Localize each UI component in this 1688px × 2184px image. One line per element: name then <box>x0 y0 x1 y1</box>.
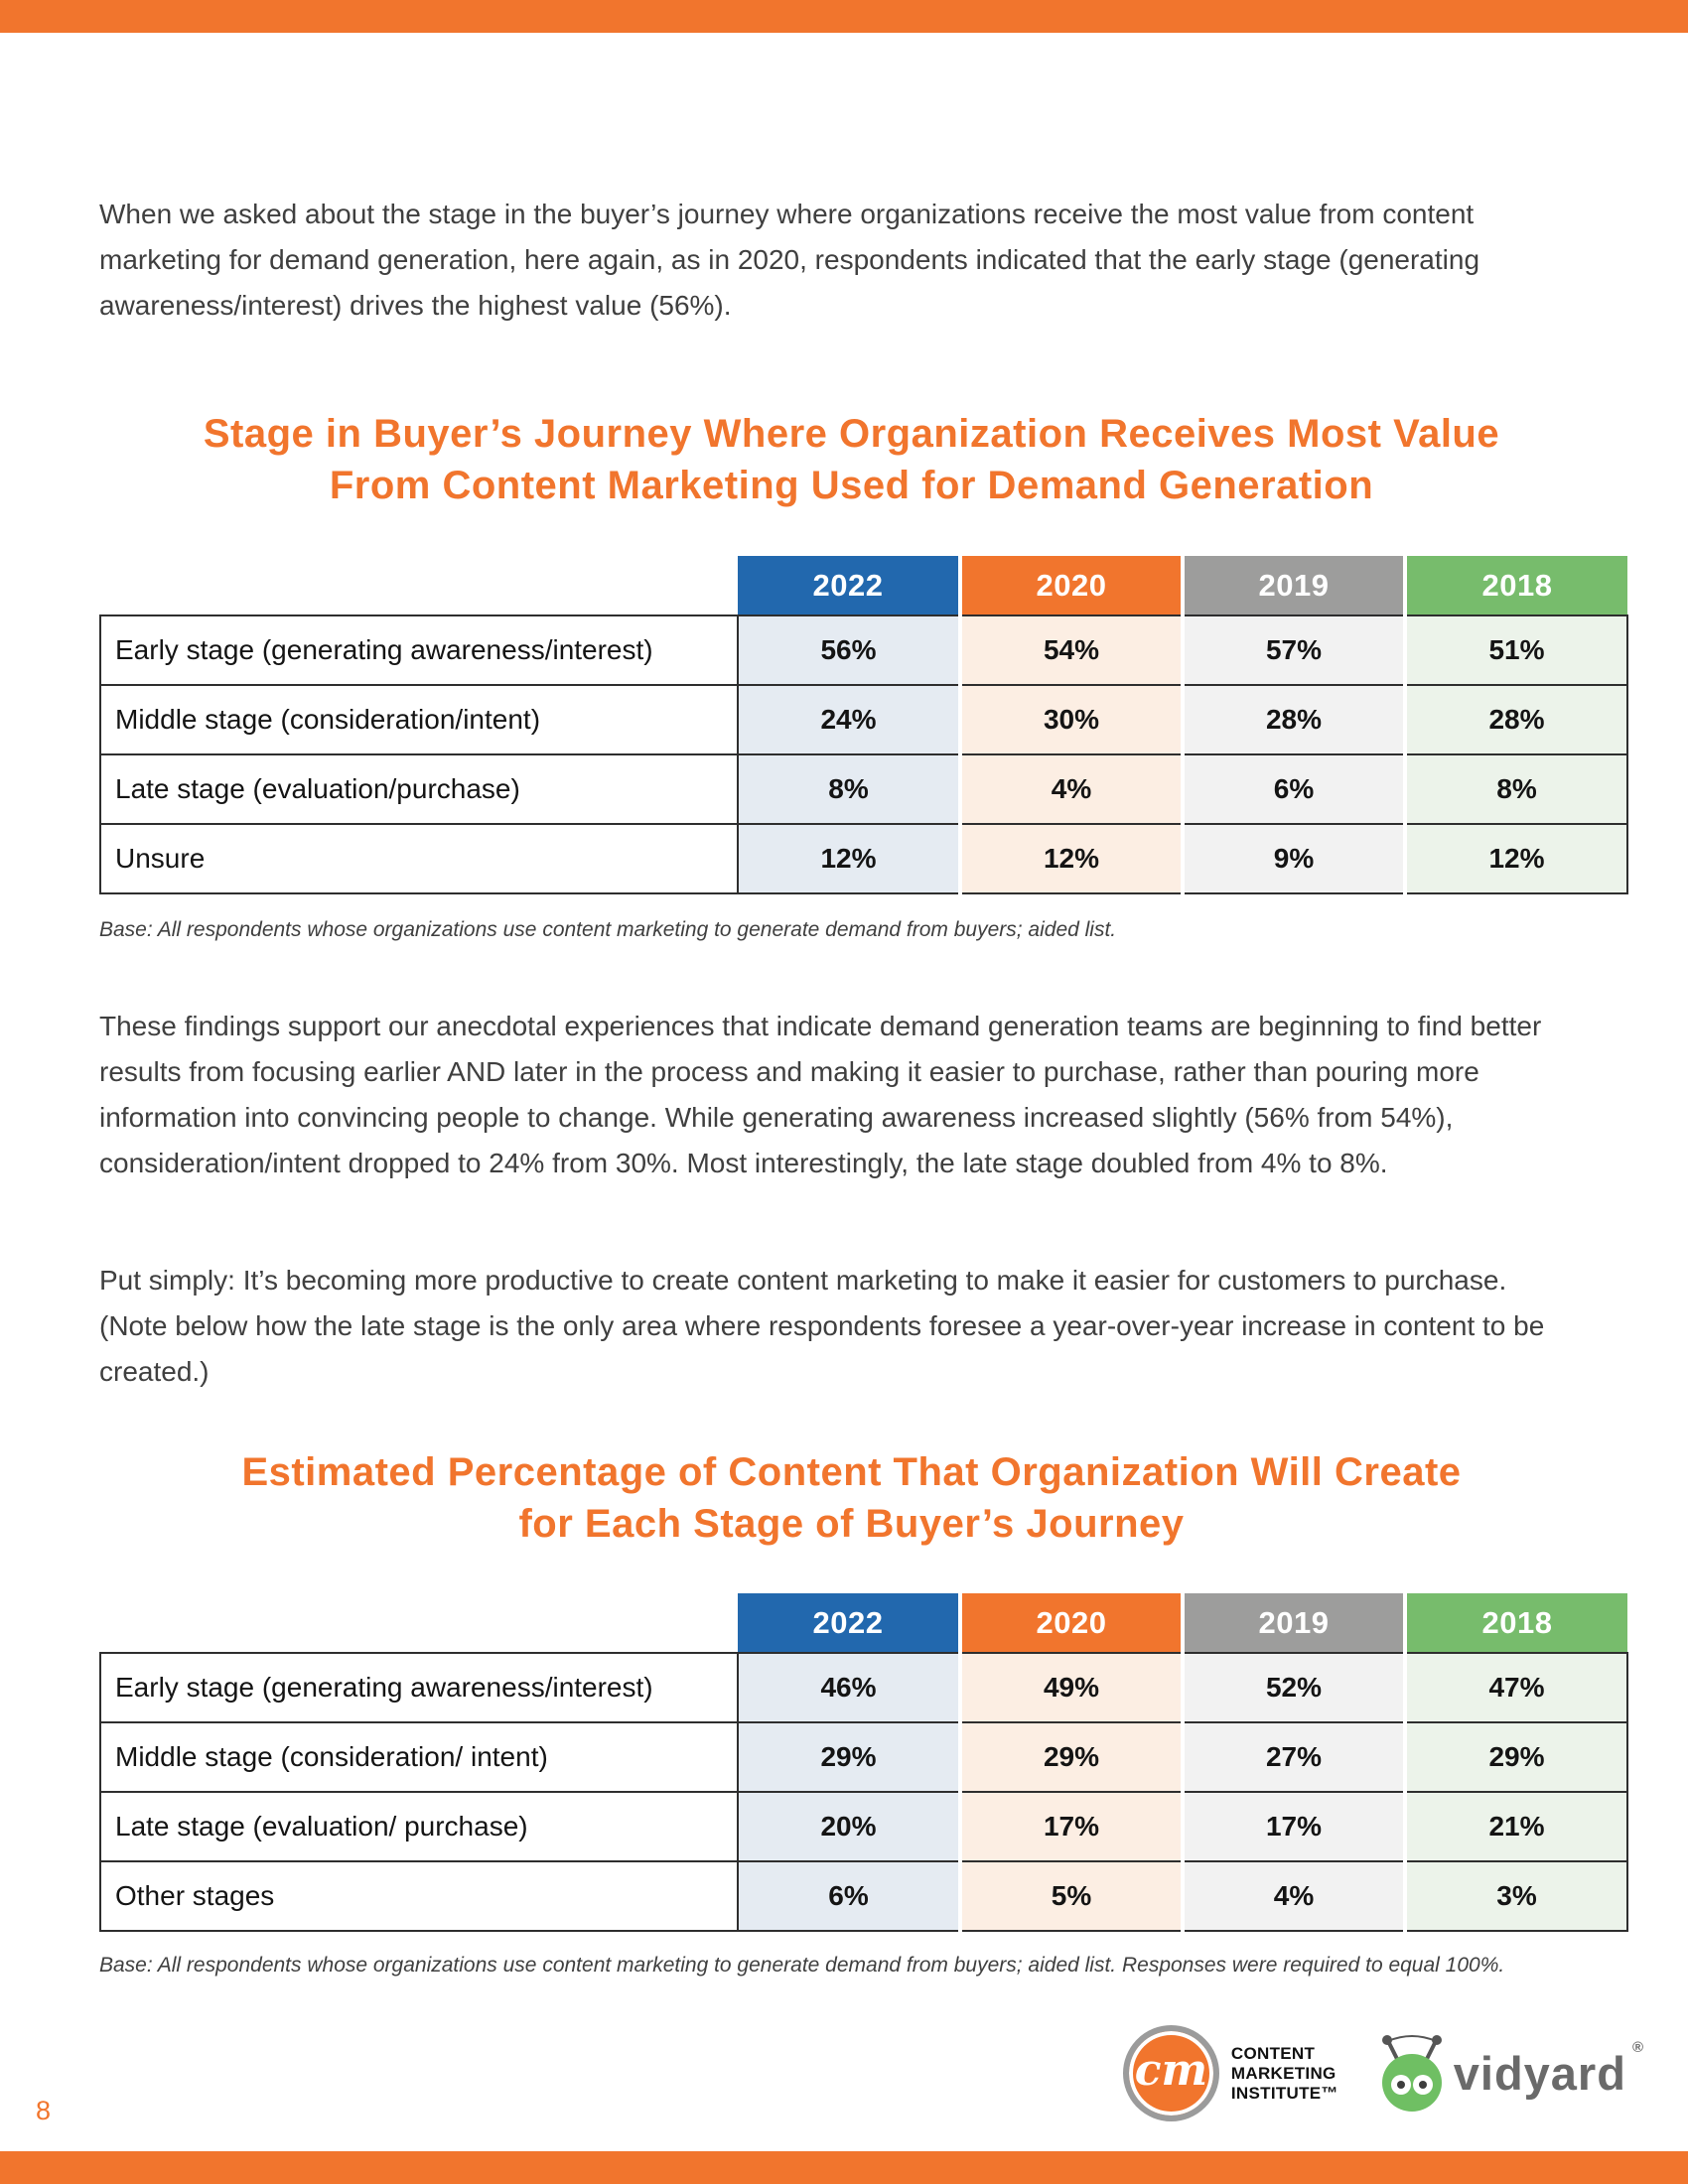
cmi-logo <box>1123 2025 1338 2121</box>
vidyard-logo <box>1376 2033 1643 2115</box>
content-percentage-table <box>99 1593 1628 1932</box>
row-label: Early stage (generating awareness/interest) <box>100 1653 738 1722</box>
cell-value: 4% <box>1183 1861 1405 1931</box>
table-row <box>100 1653 1627 1722</box>
table1-header-2019: 2019 <box>1183 556 1405 615</box>
cell-value: 12% <box>1405 824 1627 893</box>
cell-value: 6% <box>1183 754 1405 824</box>
row-label: Late stage (evaluation/ purchase) <box>100 1792 738 1861</box>
section1-heading-line2: From Content Marketing Used for Demand Generation <box>329 464 1374 507</box>
intro-paragraph: When we asked about the stage in the buyer’s journey where organizations receive the most value from content marketing for demand generation, here again, as in 2020, respondents indicated that the early stage (generating awareness/interest) drives the highest value (56%). <box>99 199 1480 321</box>
cell-value: 6% <box>738 1861 960 1931</box>
row-label: Late stage (evaluation/purchase) <box>100 754 738 824</box>
cell-value: 3% <box>1405 1861 1627 1931</box>
cell-value: 29% <box>1405 1722 1627 1792</box>
cell-value: 27% <box>1183 1722 1405 1792</box>
table2-header-2019: 2019 <box>1183 1593 1405 1653</box>
table2-header-2018: 2018 <box>1405 1593 1627 1653</box>
cell-value: 28% <box>1405 685 1627 754</box>
cmi-monogram: cm <box>1134 2044 1208 2096</box>
findings-paragraph: These findings support our anecdotal experiences that indicate demand generation teams are beginning to find better results from focusing earlier AND later in the process and making it easier to purchase, rather than pouring more information into convincing people to change. While generating awareness increased slightly (56% from 54%), consideration/intent dropped to 24% from 30%. Most interestingly, the late stage doubled from 4% to 8%. <box>99 1011 1542 1178</box>
vidyard-robot-icon <box>1376 2033 1448 2115</box>
cmi-text-line: CONTENT <box>1230 2043 1316 2063</box>
table2-corner-cell <box>100 1593 738 1653</box>
cell-value: 47% <box>1405 1653 1627 1722</box>
table2-header-2020: 2020 <box>960 1593 1183 1653</box>
row-label: Unsure <box>100 824 738 893</box>
cell-value: 54% <box>960 615 1183 685</box>
cell-value: 52% <box>1183 1653 1405 1722</box>
table-row <box>100 754 1627 824</box>
table-row <box>100 685 1627 754</box>
cell-value: 28% <box>1183 685 1405 754</box>
cell-value: 30% <box>960 685 1183 754</box>
section2-heading-line2: for Each Stage of Buyer’s Journey <box>518 1502 1185 1546</box>
value-stage-table <box>99 556 1628 894</box>
table1-header-2020: 2020 <box>960 556 1183 615</box>
cell-value: 51% <box>1405 615 1627 685</box>
cmi-text-line: INSTITUTE™ <box>1230 2083 1338 2103</box>
table2-header-row <box>100 1593 1627 1653</box>
table2-base-note: Base: All respondents whose organizations use content marketing to generate demand from buyers; aided list. Responses were required to equal 100%. <box>99 1954 1505 1977</box>
cell-value: 17% <box>1183 1792 1405 1861</box>
top-accent-bar <box>0 0 1688 33</box>
cmi-logo-icon <box>1123 2025 1219 2121</box>
put-simply-paragraph: Put simply: It’s becoming more productive to create content marketing to make it easier for customers to purchase. (Note below how the late stage is the only area where respondents foresee a year-over-year increase in content to be created.) <box>99 1265 1545 1387</box>
section2-heading-line1: Estimated Percentage of Content That Organization Will Create <box>241 1450 1462 1494</box>
cell-value: 12% <box>738 824 960 893</box>
row-label: Early stage (generating awareness/interest) <box>100 615 738 685</box>
cell-value: 8% <box>738 754 960 824</box>
table1-base-note: Base: All respondents whose organizations use content marketing to generate demand from buyers; aided list. <box>99 918 1117 941</box>
cmi-logo-text <box>1231 2044 1338 2104</box>
cell-value: 20% <box>738 1792 960 1861</box>
table-row <box>100 1861 1627 1931</box>
section1-heading <box>99 408 1604 511</box>
cell-value: 9% <box>1183 824 1405 893</box>
cell-value: 8% <box>1405 754 1627 824</box>
table1-header-2018: 2018 <box>1405 556 1627 615</box>
section2-heading <box>99 1446 1604 1550</box>
table1-corner-cell <box>100 556 738 615</box>
page-content <box>99 33 1604 1978</box>
cmi-text-line: MARKETING <box>1230 2063 1336 2083</box>
vidyard-wordmark: vidyard <box>1453 2047 1626 2100</box>
row-label: Middle stage (consideration/intent) <box>100 685 738 754</box>
bottom-accent-bar <box>0 2151 1688 2184</box>
cell-value: 57% <box>1183 615 1405 685</box>
cell-value: 5% <box>960 1861 1183 1931</box>
table2-header-2022: 2022 <box>738 1593 960 1653</box>
row-label: Other stages <box>100 1861 738 1931</box>
table1-header-row <box>100 556 1627 615</box>
table-row <box>100 1722 1627 1792</box>
cell-value: 56% <box>738 615 960 685</box>
cell-value: 21% <box>1405 1792 1627 1861</box>
cell-value: 29% <box>960 1722 1183 1792</box>
cell-value: 24% <box>738 685 960 754</box>
cell-value: 17% <box>960 1792 1183 1861</box>
page-number: 8 <box>36 2096 52 2125</box>
section1-heading-line1: Stage in Buyer’s Journey Where Organization Receives Most Value <box>203 412 1500 456</box>
cell-value: 49% <box>960 1653 1183 1722</box>
vidyard-registered-mark: ® <box>1631 2038 1643 2056</box>
table-row <box>100 824 1627 893</box>
footer-logos <box>1123 2025 1643 2121</box>
cell-value: 4% <box>960 754 1183 824</box>
table-row <box>100 615 1627 685</box>
cell-value: 46% <box>738 1653 960 1722</box>
cell-value: 12% <box>960 824 1183 893</box>
cell-value: 29% <box>738 1722 960 1792</box>
table-row <box>100 1792 1627 1861</box>
row-label: Middle stage (consideration/ intent) <box>100 1722 738 1792</box>
table1-header-2022: 2022 <box>738 556 960 615</box>
